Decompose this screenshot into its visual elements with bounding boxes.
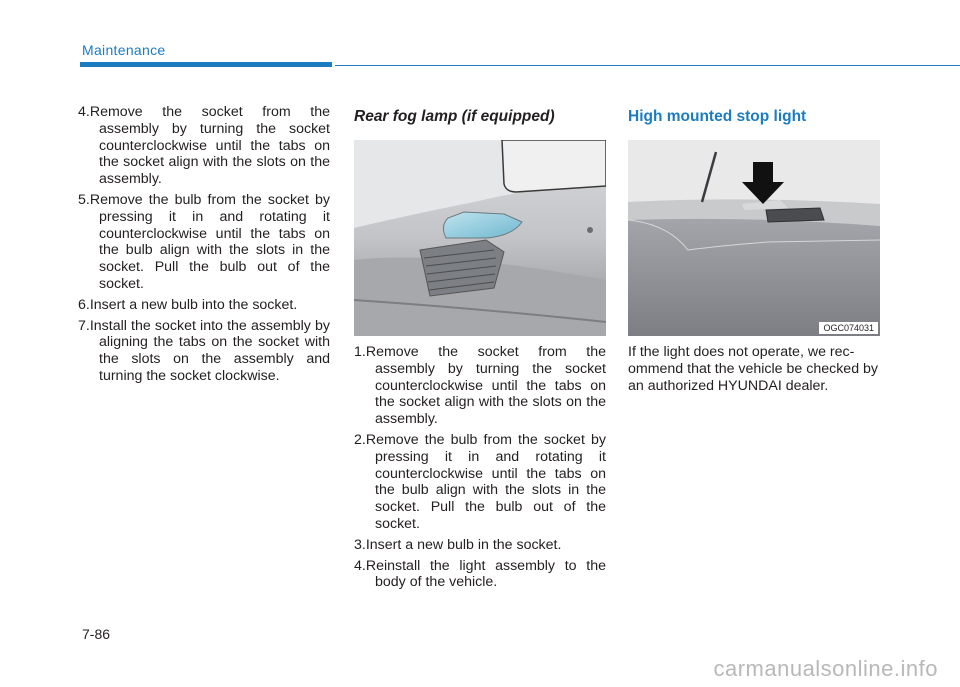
middle-column [354, 104, 606, 595]
section-header: Maintenance [82, 42, 166, 58]
stop-light-text: If the light does not operate, we rec-ommend that the vehicle be checked by an authorized HYUNDAI dealer. [628, 344, 879, 394]
list-item: 4.Remove the socket from the assembly by turning the socket counterclockwise until the tabs on the socket align with the slots on the assembly. [78, 104, 330, 188]
header-rule-thin [335, 65, 960, 66]
page-number: 7-86 [82, 626, 111, 642]
header-rule-thick [80, 62, 332, 67]
left-column [78, 104, 330, 389]
fog-lamp-title: Rear fog lamp (if equipped) [354, 108, 555, 125]
photo-code-label: OGC074031 [819, 322, 878, 334]
list-item: 4.Reinstall the light assembly to the body of the vehicle. [354, 557, 606, 591]
watermark-link[interactable]: carmanualsonline.info [713, 656, 938, 681]
list-item: 3.Insert a new bulb in the socket. [354, 536, 562, 553]
left-steps-list [78, 104, 330, 385]
list-item: 1.Remove the socket from the assembly by turning the socket counterclockwise until the tabs on the socket align with the slots on the assembly. [354, 344, 606, 428]
stop-light-photo [628, 140, 880, 336]
stop-light-title: High mounted stop light [628, 108, 807, 125]
right-column [628, 104, 880, 394]
fog-lamp-photo [354, 140, 606, 336]
list-item: 7.Install the socket into the assembly by aligning the tabs on the socket with the slots on the assembly and turning the socket clockwise. [78, 317, 330, 384]
fog-steps-list [354, 344, 606, 591]
list-item: 5.Remove the bulb from the socket by pressing it in and rotating it counterclockwise until the tabs on the bulb align with the slots in the socket. Pull the bulb out of the socket. [78, 191, 330, 292]
list-item: 2.Remove the bulb from the socket by pressing it in and rotating it counterclockwise until the tabs on the bulb align with the slots in the socket. Pull the bulb out of the socket. [354, 431, 606, 532]
list-item: 6.Insert a new bulb into the socket. [78, 296, 298, 313]
